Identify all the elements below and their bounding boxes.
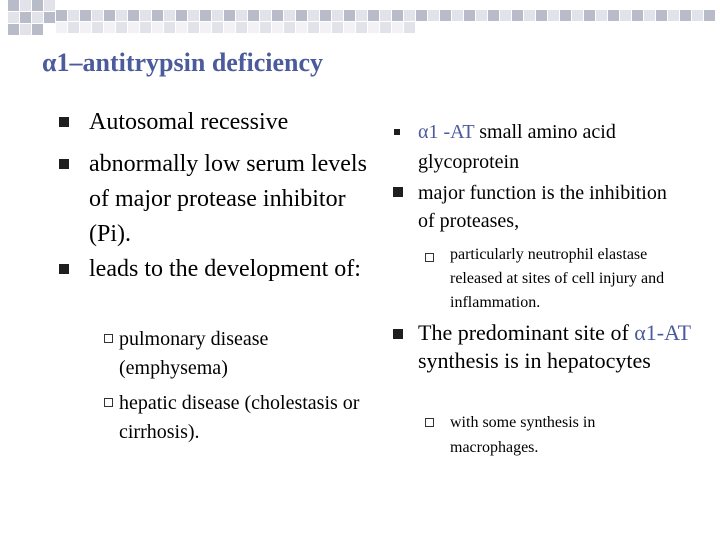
decoration-cell bbox=[116, 10, 127, 21]
decoration-cell bbox=[140, 22, 151, 33]
decoration-cell bbox=[200, 22, 211, 33]
right-subitem-1: particularly neutrophil elastase released at sites of cell injury and inflammation. bbox=[450, 246, 665, 311]
decoration-cell bbox=[44, 12, 55, 23]
decoration-cell bbox=[32, 12, 43, 23]
decoration-cell bbox=[236, 10, 247, 21]
checkbox-bullet-icon bbox=[425, 253, 434, 262]
decoration-cell bbox=[392, 10, 403, 21]
decoration-cell bbox=[140, 10, 151, 21]
right-item-3: The predominant site of α1-AT synthesis is in hepatocytes bbox=[418, 320, 691, 373]
decoration-cell bbox=[620, 10, 631, 21]
decoration-cell bbox=[8, 0, 19, 11]
decoration-cell bbox=[248, 10, 259, 21]
decoration-cell bbox=[332, 22, 343, 33]
decoration-cell bbox=[8, 12, 19, 23]
decoration-cell bbox=[440, 10, 451, 21]
decoration-cell bbox=[176, 10, 187, 21]
decoration-cell bbox=[260, 22, 271, 33]
decoration-cell bbox=[332, 10, 343, 21]
decoration-cell bbox=[296, 10, 307, 21]
decoration-cell bbox=[380, 22, 391, 33]
decoration-cell bbox=[512, 10, 523, 21]
decoration-cell bbox=[452, 10, 463, 21]
decoration-cell bbox=[284, 10, 295, 21]
decoration-cell bbox=[128, 10, 139, 21]
decoration-cell bbox=[404, 22, 415, 33]
decoration-cell bbox=[152, 22, 163, 33]
decoration-cell bbox=[152, 10, 163, 21]
decoration-cell bbox=[164, 22, 175, 33]
bullet-icon bbox=[393, 329, 403, 339]
decoration-cell bbox=[596, 10, 607, 21]
decoration-cell bbox=[212, 22, 223, 33]
left-subitem-2: hepatic disease (cholestasis or cirrhosis). bbox=[119, 392, 360, 443]
decoration-cell bbox=[656, 10, 667, 21]
decoration-cell bbox=[32, 24, 43, 35]
left-item-1: Autosomal recessive bbox=[89, 109, 289, 135]
decoration-cell bbox=[692, 10, 703, 21]
decoration-cell bbox=[248, 22, 259, 33]
bullet-icon bbox=[59, 264, 69, 274]
decoration-cell bbox=[212, 10, 223, 21]
right-item-1: α1 -AT small amino acid glycoprotein bbox=[418, 121, 616, 173]
decoration-cell bbox=[308, 10, 319, 21]
left-item-3: leads to the development of: bbox=[89, 256, 361, 282]
decoration-cell bbox=[164, 10, 175, 21]
decoration-cell bbox=[308, 22, 319, 33]
slide-title: α1–antitrypsin deficiency bbox=[42, 48, 323, 77]
right-subitem-2: with some synthesis in macrophages. bbox=[450, 414, 596, 456]
decoration-cell bbox=[68, 22, 79, 33]
decoration-cell bbox=[104, 10, 115, 21]
decoration-cell bbox=[56, 22, 67, 33]
decoration-cell bbox=[548, 10, 559, 21]
decoration-cell bbox=[188, 22, 199, 33]
left-subitem-1: pulmonary disease (emphysema) bbox=[119, 328, 269, 379]
decoration-cell bbox=[320, 10, 331, 21]
decoration-cell bbox=[272, 22, 283, 33]
decoration-cell bbox=[356, 22, 367, 33]
decoration-cell bbox=[68, 10, 79, 21]
checkbox-bullet-icon bbox=[425, 418, 434, 427]
decoration-cell bbox=[572, 10, 583, 21]
decoration-cell bbox=[224, 10, 235, 21]
decoration-cell bbox=[344, 22, 355, 33]
decoration-cell bbox=[536, 10, 547, 21]
decoration-cell bbox=[608, 10, 619, 21]
decoration-cell bbox=[380, 10, 391, 21]
decoration-cell bbox=[176, 22, 187, 33]
decoration-cell bbox=[260, 10, 271, 21]
decoration-cell bbox=[704, 10, 715, 21]
decoration-cell bbox=[92, 22, 103, 33]
decoration-cell bbox=[500, 10, 511, 21]
decoration-cell bbox=[320, 22, 331, 33]
decoration-cell bbox=[416, 10, 427, 21]
checkbox-bullet-icon bbox=[104, 398, 113, 407]
decoration-cell bbox=[224, 22, 235, 33]
decoration-cell bbox=[356, 10, 367, 21]
decoration-cell bbox=[44, 0, 55, 11]
decoration-cell bbox=[80, 10, 91, 21]
decoration-cell bbox=[644, 10, 655, 21]
decoration-cell bbox=[8, 24, 19, 35]
decoration-cell bbox=[668, 10, 679, 21]
decoration-cell bbox=[560, 10, 571, 21]
decoration-cell bbox=[32, 0, 43, 11]
decoration-cell bbox=[476, 10, 487, 21]
checkbox-bullet-icon bbox=[104, 334, 113, 343]
decoration-cell bbox=[584, 10, 595, 21]
alpha-at-term: α1 -AT bbox=[418, 121, 475, 143]
decoration-cell bbox=[464, 10, 475, 21]
decoration-cell bbox=[368, 22, 379, 33]
decoration-cell bbox=[344, 10, 355, 21]
decoration-cell bbox=[284, 22, 295, 33]
decoration-cell bbox=[680, 10, 691, 21]
decoration-cell bbox=[524, 10, 535, 21]
decoration-cell bbox=[404, 10, 415, 21]
decoration-cell bbox=[632, 10, 643, 21]
decoration-cell bbox=[296, 22, 307, 33]
decoration-cell bbox=[200, 10, 211, 21]
left-item-2: abnormally low serum levels of major protease inhibitor (Pi). bbox=[89, 151, 367, 247]
decoration-cell bbox=[92, 10, 103, 21]
decoration-cell bbox=[428, 10, 439, 21]
alpha-at-term: α1-AT bbox=[634, 320, 691, 345]
square-bullet-icon bbox=[394, 129, 400, 135]
decoration-cell bbox=[80, 22, 91, 33]
bullet-icon bbox=[59, 159, 69, 169]
decoration-cell bbox=[188, 10, 199, 21]
right-item-2: major function is the inhibition of proteases, bbox=[418, 182, 667, 232]
decoration-cell bbox=[392, 22, 403, 33]
decoration-cell bbox=[272, 10, 283, 21]
decoration-cell bbox=[20, 12, 31, 23]
decoration-cell bbox=[56, 10, 67, 21]
decoration-cell bbox=[488, 10, 499, 21]
decoration-cell bbox=[128, 22, 139, 33]
decoration-cell bbox=[368, 10, 379, 21]
decoration-cell bbox=[20, 0, 31, 11]
bullet-icon bbox=[393, 187, 403, 197]
decoration-cell bbox=[20, 24, 31, 35]
decoration-cell bbox=[116, 22, 127, 33]
bullet-icon bbox=[59, 117, 69, 127]
decoration-cell bbox=[236, 22, 247, 33]
header-decoration bbox=[0, 0, 720, 44]
decoration-cell bbox=[104, 22, 115, 33]
